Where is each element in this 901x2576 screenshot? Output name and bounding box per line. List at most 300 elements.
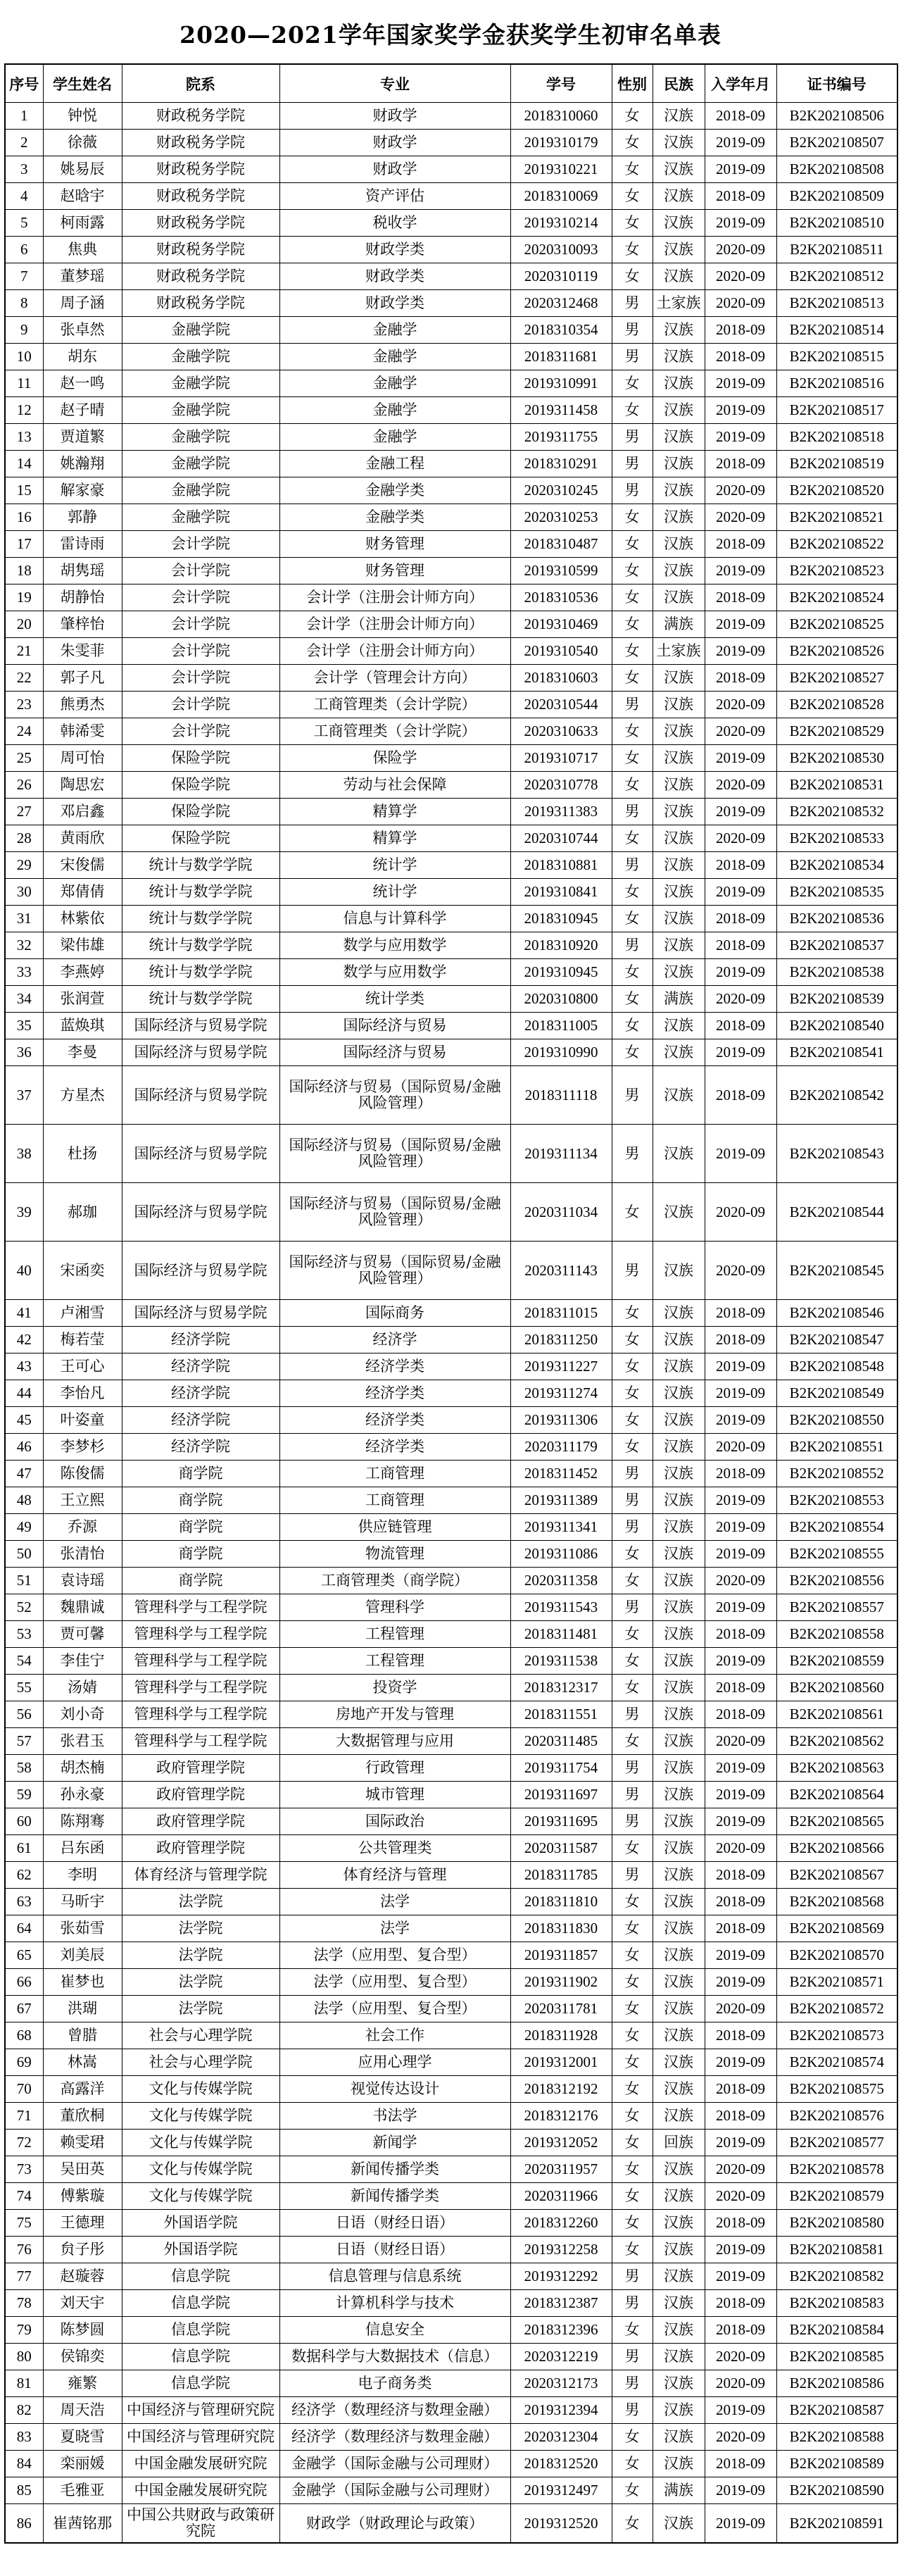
table-row [5,879,897,906]
cell-certificate: B2K202108560 [776,1675,897,1701]
cell-gender: 女 [612,1969,653,1996]
cell-department: 商学院 [122,1514,279,1541]
cell-enrollment: 2018-09 [705,1066,776,1125]
table-row [5,1300,897,1327]
cell-certificate: B2K202108590 [776,2477,897,2504]
cell-major: 物流管理 [279,1541,510,1568]
cell-gender: 女 [612,718,653,745]
cell-major: 日语（财经日语） [279,2210,510,2237]
cell-department: 信息学院 [122,2290,279,2317]
cell-department: 政府管理学院 [122,1835,279,1862]
table-row [5,558,897,584]
cell-major: 经济学类 [279,1434,510,1461]
cell-enrollment: 2019-09 [705,2397,776,2424]
cell-index: 30 [5,879,43,906]
cell-student-id: 2020312219 [510,2344,612,2370]
cell-department: 文化与传媒学院 [122,2130,279,2156]
cell-index: 72 [5,2130,43,2156]
cell-student-id: 2018311928 [510,2022,612,2049]
cell-gender: 男 [612,692,653,718]
cell-enrollment: 2020-09 [705,477,776,504]
cell-major: 投资学 [279,1675,510,1701]
cell-gender: 女 [612,237,653,263]
table-row [5,1568,897,1594]
cell-certificate: B2K202108539 [776,986,897,1013]
cell-enrollment: 2018-09 [705,1675,776,1701]
cell-department: 会计学院 [122,531,279,558]
cell-ethnicity: 汉族 [653,1353,705,1380]
cell-certificate: B2K202108532 [776,799,897,825]
cell-major: 国际经济与贸易 [279,1013,510,1039]
cell-index: 21 [5,638,43,665]
cell-certificate: B2K202108550 [776,1407,897,1434]
cell-certificate: B2K202108561 [776,1701,897,1728]
cell-name: 李明 [43,1862,122,1889]
cell-student-id: 2020310119 [510,263,612,290]
cell-name: 邓启鑫 [43,799,122,825]
cell-major: 精算学 [279,825,510,852]
cell-index: 39 [5,1183,43,1242]
cell-name: 宋俊儒 [43,852,122,879]
cell-major: 国际经济与贸易（国际贸易/金融风险管理） [279,1066,510,1125]
cell-gender: 男 [612,799,653,825]
cell-index: 38 [5,1125,43,1183]
table-row [5,1380,897,1407]
cell-student-id: 2020310633 [510,718,612,745]
cell-index: 26 [5,772,43,799]
cell-gender: 男 [612,932,653,959]
cell-index: 75 [5,2210,43,2237]
cell-major: 法学（应用型、复合型） [279,1996,510,2022]
cell-certificate: B2K202108513 [776,290,897,317]
cell-ethnicity: 土家族 [653,638,705,665]
cell-gender: 女 [612,2103,653,2130]
cell-name: 钟悦 [43,103,122,130]
cell-gender: 女 [612,2424,653,2451]
cell-index: 64 [5,1915,43,1942]
cell-certificate: B2K202108584 [776,2317,897,2344]
cell-major: 数据科学与大数据技术（信息） [279,2344,510,2370]
cell-student-id: 2018311118 [510,1066,612,1125]
table-row [5,263,897,290]
cell-certificate: B2K202108510 [776,210,897,237]
cell-index: 58 [5,1755,43,1782]
cell-enrollment: 2019-09 [705,1808,776,1835]
cell-gender: 男 [612,1242,653,1300]
cell-ethnicity: 汉族 [653,2317,705,2344]
cell-gender: 男 [612,1594,653,1621]
table-row [5,932,897,959]
cell-gender: 女 [612,1039,653,1066]
cell-gender: 女 [612,183,653,210]
cell-name: 王可心 [43,1353,122,1380]
cell-gender: 女 [612,1675,653,1701]
cell-department: 财政税务学院 [122,156,279,183]
cell-index: 33 [5,959,43,986]
cell-index: 32 [5,932,43,959]
cell-gender: 女 [612,2504,653,2544]
cell-certificate: B2K202108549 [776,1380,897,1407]
cell-name: 张卓然 [43,317,122,344]
cell-student-id: 2018310291 [510,451,612,477]
table-row [5,290,897,317]
cell-name: 李曼 [43,1039,122,1066]
table-row [5,1487,897,1514]
cell-gender: 女 [612,665,653,692]
cell-student-id: 2018312520 [510,2451,612,2477]
cell-index: 23 [5,692,43,718]
cell-department: 管理科学与工程学院 [122,1648,279,1675]
cell-name: 贾道繁 [43,424,122,451]
cell-department: 法学院 [122,1996,279,2022]
cell-department: 文化与传媒学院 [122,2103,279,2130]
cell-department: 外国语学院 [122,2237,279,2263]
cell-enrollment: 2018-09 [705,665,776,692]
cell-ethnicity: 汉族 [653,1996,705,2022]
cell-enrollment: 2019-09 [705,2263,776,2290]
cell-name: 张润萱 [43,986,122,1013]
cell-ethnicity: 汉族 [653,1013,705,1039]
cell-index: 61 [5,1835,43,1862]
cell-department: 统计与数学学院 [122,879,279,906]
cell-gender: 男 [612,2344,653,2370]
cell-certificate: B2K202108588 [776,2424,897,2451]
cell-name: 卢湘雪 [43,1300,122,1327]
cell-enrollment: 2019-09 [705,959,776,986]
cell-student-id: 2019312520 [510,2504,612,2544]
table-row [5,799,897,825]
cell-department: 经济学院 [122,1353,279,1380]
table-row [5,665,897,692]
cell-name: 赵晗宇 [43,183,122,210]
cell-index: 84 [5,2451,43,2477]
cell-major: 法学（应用型、复合型） [279,1942,510,1969]
cell-gender: 女 [612,1728,653,1755]
cell-name: 崔茜铭那 [43,2504,122,2544]
cell-index: 34 [5,986,43,1013]
cell-department: 法学院 [122,1915,279,1942]
cell-major: 财政学（财政理论与政策） [279,2504,510,2544]
cell-student-id: 2019310990 [510,1039,612,1066]
cell-gender: 女 [612,1568,653,1594]
cell-enrollment: 2019-09 [705,1942,776,1969]
cell-ethnicity: 汉族 [653,1594,705,1621]
table-row [5,2049,897,2076]
cell-gender: 男 [612,344,653,370]
cell-gender: 女 [612,879,653,906]
cell-name: 肇梓怡 [43,611,122,638]
table-row [5,344,897,370]
cell-gender: 女 [612,2076,653,2103]
cell-major: 计算机科学与技术 [279,2290,510,2317]
cell-name: 吴田英 [43,2156,122,2183]
cell-department: 外国语学院 [122,2210,279,2237]
cell-gender: 女 [612,584,653,611]
cell-major: 财政学 [279,103,510,130]
cell-ethnicity: 汉族 [653,1701,705,1728]
table-row [5,1915,897,1942]
cell-enrollment: 2020-09 [705,986,776,1013]
cell-major: 金融工程 [279,451,510,477]
cell-ethnicity: 汉族 [653,2451,705,2477]
cell-enrollment: 2019-09 [705,1487,776,1514]
cell-student-id: 2018311250 [510,1327,612,1353]
cell-major: 新闻传播学类 [279,2156,510,2183]
cell-major: 供应链管理 [279,1514,510,1541]
cell-major: 金融学（国际金融与公司理财） [279,2451,510,2477]
cell-certificate: B2K202108543 [776,1125,897,1183]
cell-student-id: 2019310991 [510,370,612,397]
cell-major: 工程管理 [279,1621,510,1648]
cell-major: 金融学 [279,424,510,451]
cell-department: 会计学院 [122,584,279,611]
cell-name: 赵子晴 [43,397,122,424]
table-row [5,1835,897,1862]
cell-ethnicity: 汉族 [653,1380,705,1407]
cell-gender: 女 [612,2237,653,2263]
cell-enrollment: 2020-09 [705,237,776,263]
cell-gender: 男 [612,1514,653,1541]
table-row [5,477,897,504]
cell-student-id: 2018312192 [510,2076,612,2103]
cell-department: 商学院 [122,1568,279,1594]
cell-department: 财政税务学院 [122,263,279,290]
cell-major: 财政学类 [279,263,510,290]
cell-index: 12 [5,397,43,424]
cell-certificate: B2K202108572 [776,1996,897,2022]
cell-enrollment: 2020-09 [705,1728,776,1755]
cell-index: 28 [5,825,43,852]
cell-enrollment: 2019-09 [705,1782,776,1808]
cell-certificate: B2K202108520 [776,477,897,504]
cell-index: 52 [5,1594,43,1621]
cell-name: 解家豪 [43,477,122,504]
cell-enrollment: 2019-09 [705,745,776,772]
cell-index: 36 [5,1039,43,1066]
cell-major: 大数据管理与应用 [279,1728,510,1755]
cell-major: 工商管理类（会计学院） [279,692,510,718]
cell-ethnicity: 汉族 [653,772,705,799]
cell-department: 财政税务学院 [122,130,279,156]
cell-department: 管理科学与工程学院 [122,1621,279,1648]
table-row [5,2130,897,2156]
cell-ethnicity: 汉族 [653,370,705,397]
cell-ethnicity: 汉族 [653,1514,705,1541]
cell-name: 胡杰楠 [43,1755,122,1782]
cell-ethnicity: 汉族 [653,1541,705,1568]
table-row [5,317,897,344]
cell-major: 经济学 [279,1327,510,1353]
cell-index: 8 [5,290,43,317]
cell-certificate: B2K202108552 [776,1461,897,1487]
cell-student-id: 2018311810 [510,1889,612,1915]
cell-gender: 男 [612,1755,653,1782]
cell-certificate: B2K202108568 [776,1889,897,1915]
cell-name: 魏鼎诚 [43,1594,122,1621]
cell-enrollment: 2018-09 [705,2103,776,2130]
cell-name: 雷诗雨 [43,531,122,558]
cell-gender: 男 [612,1461,653,1487]
cell-name: 叶姿童 [43,1407,122,1434]
cell-name: 刘天宇 [43,2290,122,2317]
cell-ethnicity: 汉族 [653,156,705,183]
cell-department: 财政税务学院 [122,183,279,210]
table-row [5,1862,897,1889]
cell-ethnicity: 汉族 [653,2022,705,2049]
cell-department: 信息学院 [122,2317,279,2344]
cell-name: 杜扬 [43,1125,122,1183]
cell-index: 29 [5,852,43,879]
cell-index: 6 [5,237,43,263]
cell-student-id: 2020311358 [510,1568,612,1594]
cell-enrollment: 2018-09 [705,1915,776,1942]
cell-index: 50 [5,1541,43,1568]
cell-gender: 女 [612,986,653,1013]
cell-certificate: B2K202108556 [776,1568,897,1594]
cell-name: 郑倩倩 [43,879,122,906]
cell-department: 金融学院 [122,451,279,477]
cell-name: 郝珈 [43,1183,122,1242]
cell-department: 会计学院 [122,692,279,718]
cell-index: 66 [5,1969,43,1996]
cell-certificate: B2K202108562 [776,1728,897,1755]
cell-name: 贠子彤 [43,2237,122,2263]
cell-index: 31 [5,906,43,932]
cell-gender: 男 [612,1782,653,1808]
cell-ethnicity: 满族 [653,611,705,638]
cell-department: 体育经济与管理学院 [122,1862,279,1889]
cell-gender: 女 [612,2183,653,2210]
cell-major: 信息与计算科学 [279,906,510,932]
cell-ethnicity: 汉族 [653,2263,705,2290]
cell-ethnicity: 汉族 [653,1675,705,1701]
cell-student-id: 2018311481 [510,1621,612,1648]
table-row [5,2210,897,2237]
cell-gender: 女 [612,2451,653,2477]
cell-enrollment: 2020-09 [705,2183,776,2210]
cell-enrollment: 2020-09 [705,772,776,799]
cell-major: 公共管理类 [279,1835,510,1862]
header-ethnicity: 民族 [653,64,705,103]
cell-ethnicity: 汉族 [653,1183,705,1242]
cell-department: 信息学院 [122,2263,279,2290]
cell-name: 徐薇 [43,130,122,156]
cell-ethnicity: 回族 [653,2130,705,2156]
table-row [5,2504,897,2544]
table-row [5,584,897,611]
cell-index: 25 [5,745,43,772]
cell-gender: 女 [612,611,653,638]
table-row [5,1013,897,1039]
cell-name: 赵一鸣 [43,370,122,397]
cell-major: 金融学（国际金融与公司理财） [279,2477,510,2504]
cell-certificate: B2K202108585 [776,2344,897,2370]
cell-index: 9 [5,317,43,344]
table-row [5,1125,897,1183]
cell-certificate: B2K202108554 [776,1514,897,1541]
cell-department: 商学院 [122,1461,279,1487]
cell-department: 政府管理学院 [122,1782,279,1808]
cell-index: 15 [5,477,43,504]
cell-gender: 男 [612,290,653,317]
cell-student-id: 2018311830 [510,1915,612,1942]
cell-index: 14 [5,451,43,477]
cell-name: 孙永豪 [43,1782,122,1808]
table-row [5,2317,897,2344]
cell-index: 43 [5,1353,43,1380]
cell-ethnicity: 汉族 [653,1461,705,1487]
cell-major: 会计学（注册会计师方向） [279,584,510,611]
table-row [5,906,897,932]
cell-major: 行政管理 [279,1755,510,1782]
cell-name: 胡隽瑶 [43,558,122,584]
cell-name: 董梦瑶 [43,263,122,290]
cell-name: 张君玉 [43,1728,122,1755]
cell-major: 统计学 [279,852,510,879]
cell-department: 中国公共财政与政策研究院 [122,2504,279,2544]
table-row [5,1701,897,1728]
cell-gender: 男 [612,477,653,504]
cell-certificate: B2K202108514 [776,317,897,344]
cell-student-id: 2018311015 [510,1300,612,1327]
header-name: 学生姓名 [43,64,122,103]
cell-student-id: 2018311785 [510,1862,612,1889]
cell-student-id: 2019311383 [510,799,612,825]
cell-gender: 男 [612,852,653,879]
cell-ethnicity: 汉族 [653,397,705,424]
cell-ethnicity: 汉族 [653,906,705,932]
cell-student-id: 2018310487 [510,531,612,558]
cell-certificate: B2K202108508 [776,156,897,183]
cell-name: 张清怡 [43,1541,122,1568]
cell-gender: 男 [612,2370,653,2397]
cell-student-id: 2019311274 [510,1380,612,1407]
cell-major: 法学 [279,1915,510,1942]
cell-gender: 男 [612,1701,653,1728]
cell-student-id: 2019312052 [510,2130,612,2156]
cell-enrollment: 2018-09 [705,1889,776,1915]
cell-ethnicity: 汉族 [653,451,705,477]
table-row [5,1407,897,1434]
cell-index: 83 [5,2424,43,2451]
cell-certificate: B2K202108541 [776,1039,897,1066]
cell-name: 雍繁 [43,2370,122,2397]
cell-ethnicity: 汉族 [653,1835,705,1862]
cell-name: 袁诗瑶 [43,1568,122,1594]
cell-ethnicity: 汉族 [653,1942,705,1969]
table-row [5,2076,897,2103]
header-gender: 性别 [612,64,653,103]
cell-name: 柯雨露 [43,210,122,237]
cell-gender: 女 [612,1942,653,1969]
cell-enrollment: 2019-09 [705,558,776,584]
cell-index: 42 [5,1327,43,1353]
cell-major: 经济学类 [279,1380,510,1407]
cell-department: 统计与数学学院 [122,959,279,986]
cell-department: 中国经济与管理研究院 [122,2397,279,2424]
table-row [5,2183,897,2210]
cell-certificate: B2K202108519 [776,451,897,477]
cell-major: 统计学类 [279,986,510,1013]
cell-index: 70 [5,2076,43,2103]
cell-department: 金融学院 [122,344,279,370]
cell-gender: 女 [612,263,653,290]
table-row [5,1434,897,1461]
cell-enrollment: 2019-09 [705,1407,776,1434]
cell-certificate: B2K202108575 [776,2076,897,2103]
cell-index: 68 [5,2022,43,2049]
cell-name: 李佳宁 [43,1648,122,1675]
